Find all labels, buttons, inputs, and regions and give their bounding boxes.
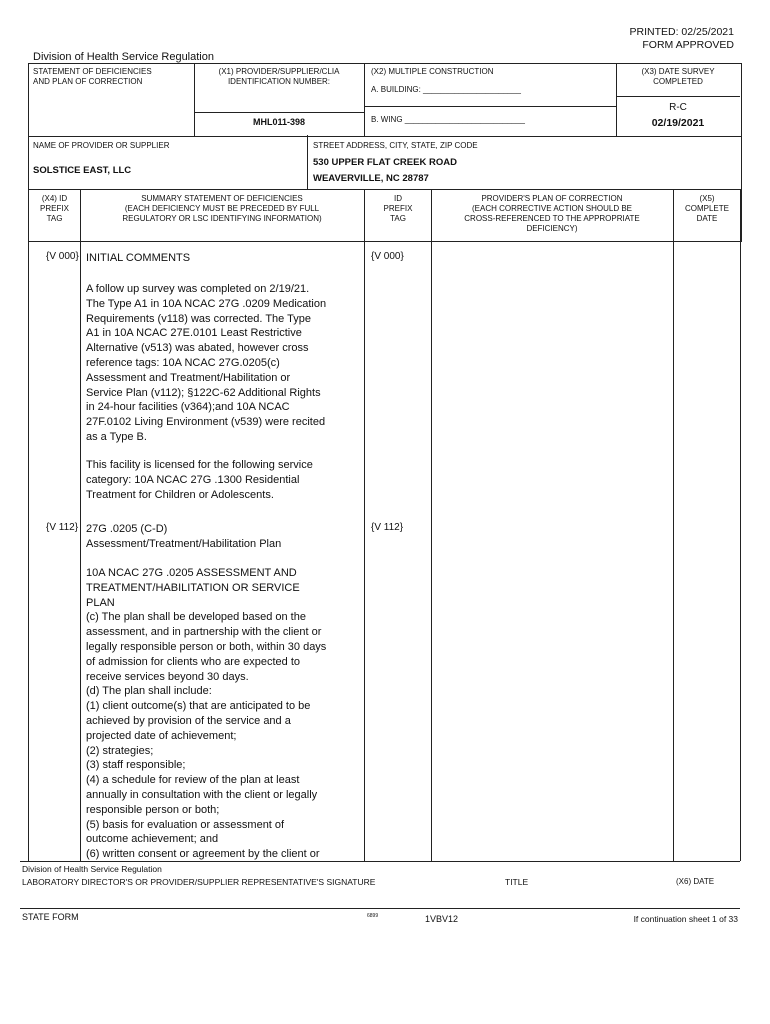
address-label: STREET ADDRESS, CITY, STATE, ZIP CODE [313,141,478,150]
building-field: A. BUILDING: ______________________ [371,85,521,94]
continuation-sheet: If continuation sheet 1 of 33 [633,914,738,924]
x3-date: 02/19/2021 [651,117,705,129]
state-form: STATE FORM [22,912,79,922]
signature-label: LABORATORY DIRECTOR'S OR PROVIDER/SUPPLIER REPRESENTATIVE'S SIGNATURE [22,877,376,887]
address-line1: 530 UPPER FLAT CREEK ROAD [313,157,457,168]
col-summary: SUMMARY STATEMENT OF DEFICIENCIES (EACH DEFICIENCY MUST BE PRECEDED BY FULL REGULATORY OR LSC IDENTIFYING INFORMATION) [122,194,322,223]
x2-label: (X2) MULTIPLE CONSTRUCTION [371,67,494,76]
title-label: TITLE [505,877,529,887]
x3-rc: R-C [669,102,687,113]
col-x5: (X5) COMPLETE DATE [684,194,729,223]
provider-name: SOLSTICE EAST, LLC [33,165,132,176]
tag-v000: {V 000} [46,251,79,262]
date-label: (X6) DATE [676,877,715,886]
tag-v112: {V 112} [46,522,79,533]
form-approved: FORM APPROVED [642,39,734,51]
division-title: Division of Health Service Regulation [33,51,214,63]
heading-v112: 27G .0205 (C-D) Assessment/Treatment/Habilitation Plan [86,523,282,550]
form-code: 1VBV12 [425,914,459,924]
provider-name-label: NAME OF PROVIDER OR SUPPLIER [33,141,170,150]
col-plan: PROVIDER'S PLAN OF CORRECTION (EACH CORRECTIVE ACTION SHOULD BE CROSS-REFERENCED TO THE APPROPRIATE DEFICIENCY) [464,194,640,233]
x1-label: (X1) PROVIDER/SUPPLIER/CLIA IDENTIFICATION NUMBER: [218,67,340,86]
paragraph-regulation: 10A NCAC 27G .0205 ASSESSMENT AND TREATMENT/HABILITATION OR SERVICE PLAN (c) The plan shall be developed based on the assessment, and in partnership with the client or legally responsible person or both, within 30 days of admission for clients who are expected to receive services beyond 30 days. (d) The plan shall include: (1) client outcome(s) that are anticipated to be achieved by provision of the service and a projected date of achievement; (2) strategies; (3) staff responsible; (4) a schedule for review of the plan at least annually in consultation with the client or legally responsible person or both; (5) basis for evaluation or assessment of outcome achievement; and (6) written consent or agreement by the client or [86,567,327,861]
printed-date: PRINTED: 02/25/2021 [629,26,734,38]
form-code-small: 6899 [367,913,379,919]
tag-v112-plan: {V 112} [371,522,404,533]
paragraph-follow-up: A follow up survey was completed on 2/19/21. The Type A1 in 10A NCAC 27G .0209 Medication Requirements (v118) was corrected. The Type A1 in 10A NCAC 27E.0101 Least Restrictive Alternative (v513) was abated, however cross reference tags: 10A NCAC 27G.0205(c) Assessment and Treatment/Habilitation or Service Plan (v112); §122C-62 Additional Rights in 24-hour facilities (v364);and 10A NCAC 27F.0102 Living Environment (v539) were recited as a Type B. [86,283,327,443]
x3-label: (X3) DATE SURVEY COMPLETED [641,67,715,86]
address-line2: WEAVERVILLE, NC 28787 [313,173,429,184]
heading-initial-comments: INITIAL COMMENTS [86,252,191,264]
x1-value: MHL011-398 [252,117,306,127]
col-x4: (X4) ID PREFIX TAG [40,194,69,223]
footer-division: Division of Health Service Regulation [22,864,162,874]
col-id: ID PREFIX TAG [383,194,413,223]
statement-label: STATEMENT OF DEFICIENCIES AND PLAN OF CORRECTION [33,67,152,86]
tag-v000-plan: {V 000} [371,251,404,262]
paragraph-licensed: This facility is licensed for the following service category: 10A NCAC 27G .1300 Residential Treatment for Children or Adolescents. [86,459,313,501]
wing-field: B. WING ___________________________ [371,115,525,124]
